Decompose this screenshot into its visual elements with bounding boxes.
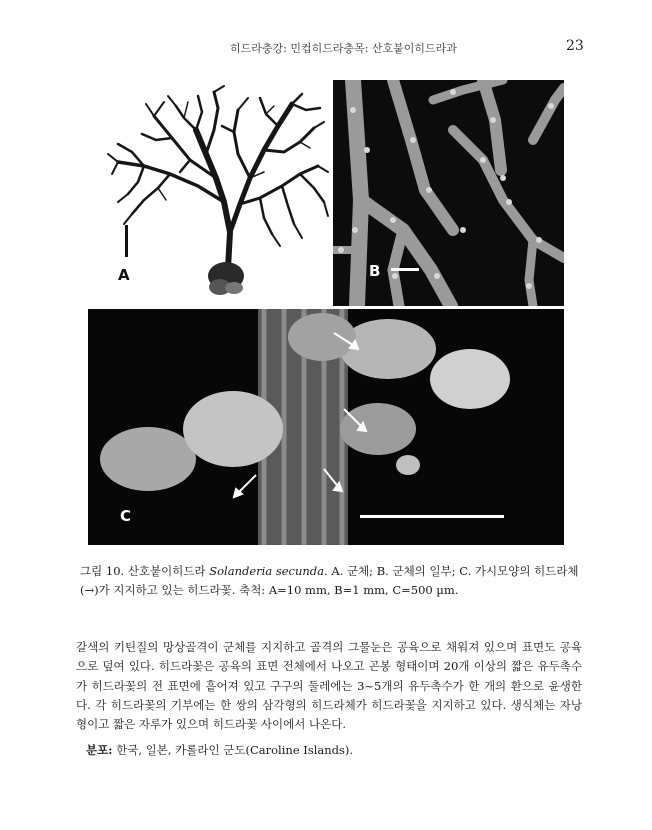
figure-panel-a: [88, 82, 333, 306]
caption-common-name: 산호붙이히드라: [127, 564, 206, 578]
figure-panel-b: [333, 80, 564, 306]
caption-description: . A. 군체; B. 군체의 일부; C. 가시모양의 히드라체 (→)가 지지하고 있는 히드라꽃. 축척: A=10 mm, B=1 mm, C=500 µm.: [80, 564, 579, 597]
distribution-label: 분포:: [86, 743, 113, 757]
distribution-text: 한국, 일본, 카롤라인 군도(Caroline Islands).: [116, 743, 354, 757]
panel-label-b: B: [369, 262, 381, 280]
distribution-line: [86, 742, 353, 758]
panel-label-a: A: [118, 266, 130, 284]
figure-caption: [80, 562, 580, 600]
page-header: [0, 0, 652, 60]
scale-bar-a: [125, 225, 128, 257]
scale-bar-b: [391, 268, 419, 271]
caption-figure-number: 그림 10.: [80, 564, 125, 578]
page-number: 23: [566, 38, 584, 54]
caption-species: Solanderia secunda: [209, 564, 325, 578]
running-title: 히드라충강: 민컵히드라충목: 산호붙이히드라과: [230, 42, 457, 55]
colony-closeup: [333, 80, 564, 306]
description-paragraph: 갈색의 키틴질의 망상골격이 군체를 지지하고 골격의 그물눈은 공육으로 채워져 있으며 표면도 공육으로 덮여 있다. 히드라꽃은 공육의 표면 전체에서 나오고 곤봉 형태이며 20개 이상의 짧은 유두촉수가 히드라꽃의 전 표면에 흩어져 있고 구구의 둘레에는 3~5개의 유두촉수가 한 개의 환으로 윤생한다. 각 히드라꽃의 기부에는 한 쌍의 삼각형의 히드라체가 히드라꽃을 지지하고 있다. 생식체는 자낭형이고 짧은 자루가 있으며 히드라꽃 사이에서 나온다.: [76, 640, 582, 732]
hydranth-closeup: [88, 309, 564, 545]
figure-panel-c: [88, 309, 564, 545]
panel-label-c: C: [120, 507, 132, 525]
scale-bar-c: [360, 515, 504, 518]
